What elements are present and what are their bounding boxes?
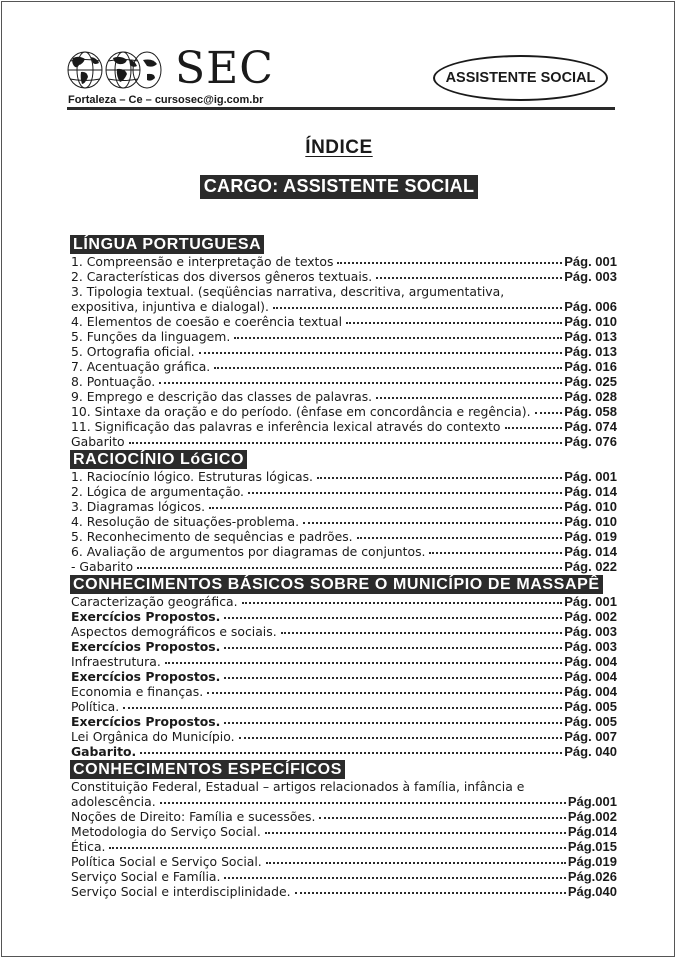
toc-entry xyxy=(71,884,617,899)
section-heading: RACIOCÍNIO LóGICO xyxy=(70,450,247,469)
toc-entry-first-line: 3. Tipologia textual. (seqüências narrativa, descritiva, argumentativa, xyxy=(71,284,505,299)
toc-entry-title: 5. Ortografia oficial. xyxy=(71,344,195,359)
toc-entry xyxy=(71,654,617,669)
toc-entry-title: 4. Elementos de coesão e coerência textual xyxy=(71,314,343,329)
globe-logo-icon xyxy=(67,50,163,90)
toc-entry-page: Pág.002 xyxy=(567,809,617,824)
dot-leader xyxy=(376,277,562,279)
toc-entry xyxy=(71,624,617,639)
dot-leader xyxy=(160,802,566,804)
toc-section xyxy=(71,759,617,899)
dot-leader xyxy=(224,877,565,879)
dot-leader xyxy=(248,492,562,494)
toc-entry-title: 1. Raciocínio lógico. Estruturas lógicas. xyxy=(71,469,313,484)
toc-entry-page: Pág. 010 xyxy=(564,514,617,529)
dot-leader xyxy=(317,477,562,479)
cargo-title-wrap xyxy=(0,175,678,199)
toc-entry xyxy=(71,854,617,869)
toc-entry xyxy=(71,669,617,684)
toc-entry xyxy=(71,544,617,559)
toc-entry xyxy=(71,314,617,329)
toc-entry-page: Pág. 001 xyxy=(564,594,617,609)
toc-entry-title: Serviço Social e interdisciplinidade. xyxy=(71,884,291,899)
toc-entry xyxy=(71,329,617,344)
toc-entry-title: Infraestrutura. xyxy=(71,654,161,669)
toc-entry xyxy=(71,359,617,374)
toc-entry-page: Pág. 028 xyxy=(564,389,617,404)
dot-leader xyxy=(199,352,563,354)
toc-entry-title: Aspectos demográficos e sociais. xyxy=(71,624,277,639)
toc-entry-page: Pág. 014 xyxy=(564,484,617,499)
dot-leader xyxy=(242,602,563,604)
dot-leader xyxy=(137,567,562,569)
dot-leader xyxy=(337,262,562,264)
toc-entry-title: Exercícios Propostos. xyxy=(71,714,221,729)
dot-leader xyxy=(140,752,562,754)
toc-entry-page: Pág. 013 xyxy=(564,344,617,359)
toc-entry xyxy=(71,254,617,269)
toc-entry-page: Pág. 010 xyxy=(564,499,617,514)
section-heading: LÍNGUA PORTUGUESA xyxy=(70,235,264,254)
dot-leader xyxy=(209,507,562,509)
dot-leader xyxy=(224,677,562,679)
toc-entry-title: 7. Acentuação gráfica. xyxy=(71,359,211,374)
toc-entry-title: Política Social e Serviço Social. xyxy=(71,854,262,869)
toc-entry xyxy=(71,729,617,744)
dot-leader xyxy=(429,552,562,554)
toc-entry-page: Pág.015 xyxy=(567,839,617,854)
toc-entry xyxy=(71,389,617,404)
toc-entry-page: Pág.019 xyxy=(567,854,617,869)
toc-entry-page: Pág. 019 xyxy=(564,529,617,544)
toc-entry-page: Pág. 076 xyxy=(564,434,617,449)
toc-entry-title: 11. Significação das palavras e inferência lexical através do contexto xyxy=(71,419,501,434)
cargo-title: CARGO: ASSISTENTE SOCIAL xyxy=(200,175,479,199)
index-title: ÍNDICE xyxy=(305,137,373,158)
table-of-contents xyxy=(71,234,617,899)
toc-entry-page: Pág. 005 xyxy=(564,714,617,729)
dot-leader xyxy=(214,367,562,369)
header xyxy=(0,0,678,112)
dot-leader xyxy=(165,662,562,664)
toc-entry-title: 5. Reconhecimento de sequências e padrões. xyxy=(71,529,353,544)
dot-leader xyxy=(109,847,565,849)
toc-entry xyxy=(71,469,617,484)
toc-entry-page: Pág.001 xyxy=(567,794,617,809)
toc-entry xyxy=(71,559,617,574)
toc-entry-page: Pág. 007 xyxy=(564,729,617,744)
toc-entry-page: Pág.040 xyxy=(567,884,617,899)
toc-entry-page: Pág. 040 xyxy=(564,744,617,759)
toc-entry-title: 8. Pontuação. xyxy=(71,374,156,389)
dot-leader xyxy=(303,522,562,524)
toc-entry-page: Pág. 058 xyxy=(564,404,617,419)
dot-leader xyxy=(505,427,563,429)
toc-entry xyxy=(71,434,617,449)
dot-leader xyxy=(376,397,562,399)
section-heading: CONHECIMENTOS BÁSICOS SOBRE O MUNICÍPIO DE MASSAPÊ xyxy=(70,575,603,594)
toc-entry-title: 10. Sintaxe da oração e do período. (ênfase em concordância e regência). xyxy=(71,404,531,419)
toc-entry xyxy=(71,639,617,654)
toc-entry xyxy=(71,869,617,884)
toc-entry-title: Ética. xyxy=(71,839,106,854)
section-heading: CONHECIMENTOS ESPECÍFICOS xyxy=(70,760,345,779)
toc-entry xyxy=(71,809,617,824)
dot-leader xyxy=(239,737,563,739)
dot-leader xyxy=(319,817,565,819)
toc-entry-page: Pág. 013 xyxy=(564,329,617,344)
toc-entry-title: adolescência. xyxy=(71,794,156,809)
toc-entry-page: Pág. 025 xyxy=(564,374,617,389)
dot-leader xyxy=(129,442,563,444)
toc-section xyxy=(71,574,617,759)
toc-entry-title: 9. Emprego e descrição das classes de palavras. xyxy=(71,389,373,404)
toc-entry-page: Pág. 003 xyxy=(564,639,617,654)
toc-entry-title: Serviço Social e Família. xyxy=(71,869,221,884)
toc-entry-title: Gabarito xyxy=(71,434,125,449)
toc-entry xyxy=(71,344,617,359)
toc-entry-page: Pág. 003 xyxy=(564,269,617,284)
toc-entry-page: Pág. 005 xyxy=(564,699,617,714)
toc-entry-title: 2. Lógica de argumentação. xyxy=(71,484,244,499)
toc-entry-title: 5. Funções da linguagem. xyxy=(71,329,231,344)
toc-entry-title: Política. xyxy=(71,699,120,714)
toc-entry xyxy=(71,404,617,419)
dot-leader xyxy=(281,632,563,634)
toc-entry xyxy=(71,594,617,609)
index-title-wrap xyxy=(0,137,678,159)
toc-entry-first-line: Constituição Federal, Estadual – artigos relacionados à família, infância e xyxy=(71,779,525,794)
toc-entry xyxy=(71,839,617,854)
toc-entry-title: 3. Diagramas lógicos. xyxy=(71,499,206,514)
brand-name: SEC xyxy=(175,43,274,94)
dot-leader xyxy=(159,382,562,384)
toc-entry xyxy=(71,419,617,434)
toc-entry-page: Pág. 022 xyxy=(564,559,617,574)
toc-entry-title: Exercícios Propostos. xyxy=(71,639,221,654)
course-badge: ASSISTENTE SOCIAL xyxy=(433,55,608,101)
toc-entry-title: Exercícios Propostos. xyxy=(71,609,221,624)
dot-leader xyxy=(266,862,566,864)
toc-entry xyxy=(71,529,617,544)
toc-entry-page: Pág. 001 xyxy=(564,254,617,269)
toc-entry-title: Lei Orgânica do Município. xyxy=(71,729,235,744)
toc-entry xyxy=(71,684,617,699)
toc-entry-page: Pág. 002 xyxy=(564,609,617,624)
toc-entry-page: Pág.014 xyxy=(567,824,617,839)
toc-entry-title: Exercícios Propostos. xyxy=(71,669,221,684)
toc-entry xyxy=(71,794,617,809)
toc-entry xyxy=(71,744,617,759)
toc-entry-title: Economia e finanças. xyxy=(71,684,204,699)
dot-leader xyxy=(273,307,562,309)
dot-leader xyxy=(234,337,562,339)
dot-leader xyxy=(357,537,563,539)
toc-entry-title: Gabarito. xyxy=(71,744,137,759)
dot-leader xyxy=(535,412,563,414)
dot-leader xyxy=(123,707,562,709)
toc-entry xyxy=(71,299,617,314)
toc-entry xyxy=(71,499,617,514)
toc-entry-page: Pág. 004 xyxy=(564,669,617,684)
toc-entry-page: Pág. 010 xyxy=(564,314,617,329)
dot-leader xyxy=(295,892,566,894)
toc-entry xyxy=(71,714,617,729)
header-rule xyxy=(67,107,615,110)
toc-entry-title: 4. Resolução de situações-problema. xyxy=(71,514,300,529)
toc-entry-title: expositiva, injuntiva e dialogal). xyxy=(71,299,269,314)
toc-entry xyxy=(71,824,617,839)
toc-entry-page: Pág. 003 xyxy=(564,624,617,639)
toc-entry-title: Caracterização geográfica. xyxy=(71,594,238,609)
toc-entry xyxy=(71,374,617,389)
toc-entry xyxy=(71,484,617,499)
toc-entry-page: Pág. 016 xyxy=(564,359,617,374)
toc-section xyxy=(71,449,617,574)
dot-leader xyxy=(265,832,566,834)
toc-entry-title: Noções de Direito: Família e sucessões. xyxy=(71,809,316,824)
toc-entry xyxy=(71,269,617,284)
toc-entry-title: 2. Características dos diversos gêneros textuais. xyxy=(71,269,373,284)
dot-leader xyxy=(207,692,562,694)
toc-entry-page: Pág. 004 xyxy=(564,654,617,669)
toc-section xyxy=(71,234,617,449)
dot-leader xyxy=(224,722,562,724)
toc-entry xyxy=(71,609,617,624)
toc-entry-page: Pág. 014 xyxy=(564,544,617,559)
toc-entry-page: Pág.026 xyxy=(567,869,617,884)
toc-entry-page: Pág. 006 xyxy=(564,299,617,314)
toc-entry-title: Metodologia do Serviço Social. xyxy=(71,824,261,839)
toc-entry xyxy=(71,699,617,714)
toc-entry-page: Pág. 004 xyxy=(564,684,617,699)
toc-entry-title: 1. Compreensão e interpretação de textos xyxy=(71,254,334,269)
contact-line: Fortaleza – Ce – cursosec@ig.com.br xyxy=(68,94,264,106)
toc-entry xyxy=(71,514,617,529)
dot-leader xyxy=(224,647,562,649)
toc-entry-page: Pág. 074 xyxy=(564,419,617,434)
toc-entry-page: Pág. 001 xyxy=(564,469,617,484)
dot-leader xyxy=(224,617,562,619)
toc-entry-title: - Gabarito xyxy=(71,559,134,574)
dot-leader xyxy=(346,322,562,324)
toc-entry-title: 6. Avaliação de argumentos por diagramas de conjuntos. xyxy=(71,544,426,559)
